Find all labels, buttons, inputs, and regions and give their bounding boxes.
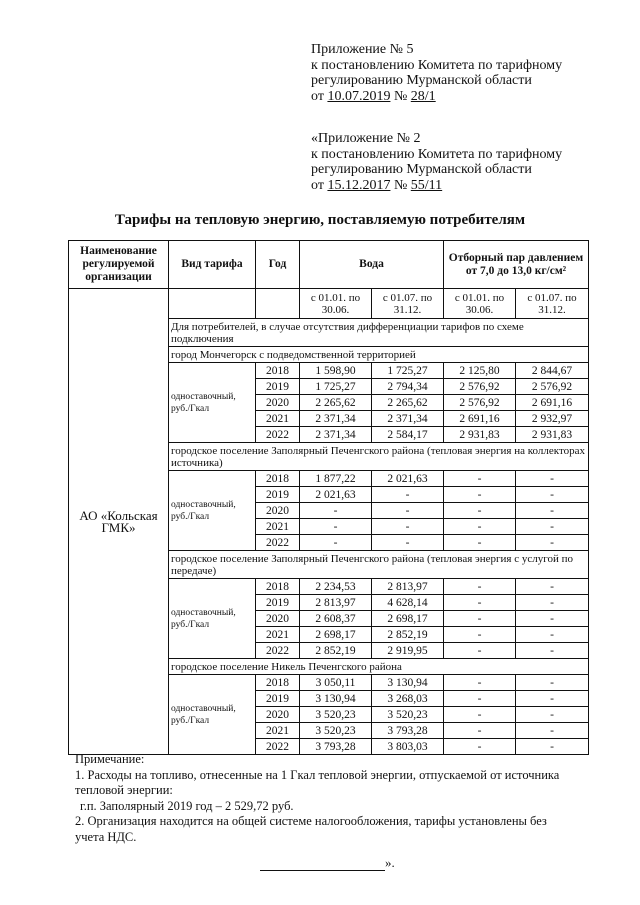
steam-h1-value: -	[444, 707, 516, 723]
water-h2-value: 2 794,34	[372, 379, 444, 395]
steam-h1-value: -	[444, 579, 516, 595]
period-header: с 01.01. по 30.06.	[300, 289, 372, 319]
steam-h2-value: 2 844,67	[516, 363, 589, 379]
water-h2-value: 2 371,34	[372, 411, 444, 427]
appendix-header-2	[311, 131, 562, 193]
water-h2-value: 2 698,17	[372, 611, 444, 627]
tariff-type-cell	[169, 363, 256, 443]
water-h1-value: 1 725,27	[300, 379, 372, 395]
steam-h2-value: -	[516, 723, 589, 739]
period-header: с 01.07. по 31.12.	[372, 289, 444, 319]
steam-h1-value: -	[444, 691, 516, 707]
water-h2-value: 4 628,14	[372, 595, 444, 611]
steam-h2-value: -	[516, 627, 589, 643]
section-header: город Мончегорск с подведомственной территорией	[169, 347, 589, 363]
steam-h2-value: -	[516, 691, 589, 707]
notes-title: Примечание:	[75, 752, 145, 766]
water-h1-value: 2 234,53	[300, 579, 372, 595]
steam-h2-value: 2 931,83	[516, 427, 589, 443]
year-cell: 2019	[256, 595, 300, 611]
organization-cell	[69, 289, 169, 755]
tariff-type: одноставочный, руб./Гкал	[171, 391, 236, 414]
header-line: к постановлению Комитета по тарифному	[311, 146, 563, 162]
water-h2-value: 3 130,94	[372, 675, 444, 691]
steam-h1-value: -	[444, 643, 516, 659]
header-number: 28/1	[410, 88, 436, 104]
date-prefix: от	[311, 88, 328, 104]
header-line: Приложение № 5	[311, 42, 414, 57]
tariff-type-cell	[169, 675, 256, 755]
steam-h1-value: -	[444, 535, 516, 551]
water-h2-value: 2 852,19	[372, 627, 444, 643]
header-date-line	[311, 178, 562, 194]
steam-h1-value: 2 125,80	[444, 363, 516, 379]
consumers-note: Для потребителей, в случае отсутствия дифференциации тарифов по схеме подключения	[169, 319, 589, 347]
period-header: с 01.07. по 31.12.	[516, 289, 589, 319]
col-header-year: Год	[256, 241, 300, 289]
water-h1-value: 2 371,34	[300, 411, 372, 427]
col-header-organization: Наименование регулируемой организации	[69, 241, 169, 289]
steam-label: Отборный пар давлением от 7,0 до 13,0 кг/см²	[448, 251, 584, 277]
tariff-type: одноставочный, руб./Гкал	[171, 703, 236, 726]
water-h2-value: 3 520,23	[372, 707, 444, 723]
year-cell: 2019	[256, 691, 300, 707]
steam-h2-value: -	[516, 471, 589, 487]
water-h2-value: 2 265,62	[372, 395, 444, 411]
year-cell: 2021	[256, 411, 300, 427]
year-cell: 2021	[256, 723, 300, 739]
section-header: городское поселение Никель Печенгского района	[169, 659, 589, 675]
water-h2-value: 2 813,97	[372, 579, 444, 595]
water-h1-value: -	[300, 503, 372, 519]
year-cell: 2022	[256, 427, 300, 443]
steam-h1-value: -	[444, 675, 516, 691]
organization-name: АО «Кольская ГМК»	[79, 507, 158, 535]
water-h1-value: -	[300, 519, 372, 535]
water-h1-value: 2 371,34	[300, 427, 372, 443]
steam-h1-value: -	[444, 471, 516, 487]
water-h1-value: 1 598,90	[300, 363, 372, 379]
year-cell: 2018	[256, 579, 300, 595]
water-h1-value: 3 130,94	[300, 691, 372, 707]
header-line: к постановлению Комитета по тарифному	[311, 57, 563, 73]
table-body	[69, 289, 589, 755]
empty-cell	[169, 289, 256, 319]
water-h2-value: -	[372, 535, 444, 551]
tariff-type: одноставочный, руб./Гкал	[171, 607, 236, 630]
year-cell: 2019	[256, 487, 300, 503]
col-header-steam	[444, 241, 589, 289]
period-header: с 01.01. по 30.06.	[444, 289, 516, 319]
water-h2-value: 2 919,95	[372, 643, 444, 659]
year-cell: 2018	[256, 471, 300, 487]
water-h1-value: 2 852,19	[300, 643, 372, 659]
empty-cell	[256, 289, 300, 319]
note-2: 2. Организация находится на общей системе налогообложения, тарифы установлены без учета НДС.	[75, 814, 547, 844]
section-header: городское поселение Заполярный Печенгского района (тепловая энергия с услугой по передаче)	[169, 551, 589, 579]
steam-h1-value: -	[444, 627, 516, 643]
water-h1-value: 3 050,11	[300, 675, 372, 691]
year-cell: 2021	[256, 519, 300, 535]
water-h1-value: 3 520,23	[300, 723, 372, 739]
water-h2-value: -	[372, 503, 444, 519]
water-h1-value: 1 877,22	[300, 471, 372, 487]
header-line: «Приложение № 2	[311, 131, 421, 146]
tariff-type: одноставочный, руб./Гкал	[171, 499, 236, 522]
page-title: Тарифы на тепловую энергию, поставляемую потребителям	[114, 212, 526, 228]
water-h2-value: 3 268,03	[372, 691, 444, 707]
water-h2-value: 2 584,17	[372, 427, 444, 443]
closing-quote: ».	[385, 855, 395, 870]
header-date: 10.07.2019	[327, 88, 391, 104]
tariff-type-cell	[169, 471, 256, 551]
tariff-type-cell	[169, 579, 256, 659]
steam-h1-value: -	[444, 739, 516, 755]
steam-h2-value: -	[516, 487, 589, 503]
year-cell: 2020	[256, 611, 300, 627]
appendix-header-5	[311, 42, 562, 104]
water-h1-value: 2 813,97	[300, 595, 372, 611]
steam-h2-value: -	[516, 503, 589, 519]
water-h1-value: 3 520,23	[300, 707, 372, 723]
header-date: 15.12.2017	[327, 177, 391, 193]
header-line: регулированию Мурманской области	[311, 73, 532, 88]
num-prefix: №	[390, 88, 411, 104]
signature-line	[260, 858, 385, 871]
header-date-line	[311, 89, 562, 105]
year-cell: 2020	[256, 707, 300, 723]
water-h1-value: 2 608,37	[300, 611, 372, 627]
steam-h1-value: -	[444, 487, 516, 503]
steam-h2-value: -	[516, 643, 589, 659]
steam-h2-value: -	[516, 675, 589, 691]
water-h2-value: 2 021,63	[372, 471, 444, 487]
water-h2-value: -	[372, 519, 444, 535]
col-header-tariff-type: Вид тарифа	[169, 241, 256, 289]
year-cell: 2021	[256, 627, 300, 643]
steam-h2-value: -	[516, 707, 589, 723]
year-cell: 2019	[256, 379, 300, 395]
year-cell: 2022	[256, 535, 300, 551]
water-h1-value: -	[300, 535, 372, 551]
water-h1-value: 2 021,63	[300, 487, 372, 503]
year-cell: 2018	[256, 675, 300, 691]
year-cell: 2020	[256, 503, 300, 519]
steam-h1-value: 2 576,92	[444, 379, 516, 395]
col-header-water: Вода	[300, 241, 444, 289]
steam-h2-value: -	[516, 579, 589, 595]
water-h1-value: 3 793,28	[300, 739, 372, 755]
steam-h2-value: 2 691,16	[516, 395, 589, 411]
year-cell: 2022	[256, 643, 300, 659]
water-h1-value: 2 698,17	[300, 627, 372, 643]
water-h2-value: -	[372, 487, 444, 503]
steam-h1-value: -	[444, 611, 516, 627]
steam-h1-value: -	[444, 595, 516, 611]
note-1: 1. Расходы на топливо, отнесенные на 1 Гкал тепловой энергии, отпускаемой от источника тепловой энергии:	[75, 767, 560, 797]
notes	[75, 752, 575, 845]
steam-h1-value: -	[444, 723, 516, 739]
steam-h1-value: 2 691,16	[444, 411, 516, 427]
steam-h2-value: -	[516, 535, 589, 551]
steam-h2-value: -	[516, 519, 589, 535]
steam-h2-value: 2 576,92	[516, 379, 589, 395]
steam-h1-value: -	[444, 519, 516, 535]
steam-h1-value: 2 576,92	[444, 395, 516, 411]
year-cell: 2020	[256, 395, 300, 411]
steam-h2-value: -	[516, 739, 589, 755]
header-line: регулированию Мурманской области	[311, 162, 532, 177]
water-h2-value: 1 725,27	[372, 363, 444, 379]
year-cell: 2018	[256, 363, 300, 379]
date-prefix: от	[311, 177, 328, 193]
year-cell: 2022	[256, 739, 300, 755]
steam-h1-value: -	[444, 503, 516, 519]
water-h2-value: 3 803,03	[372, 739, 444, 755]
water-h1-value: 2 265,62	[300, 395, 372, 411]
steam-h2-value: 2 932,97	[516, 411, 589, 427]
num-prefix: №	[390, 177, 411, 193]
steam-h2-value: -	[516, 611, 589, 627]
closing-line	[260, 855, 395, 871]
section-header: городское поселение Заполярный Печенгского района (тепловая энергия на коллекторах источника)	[169, 443, 589, 471]
note-1-detail: г.п. Заполярный 2019 год – 2 529,72 руб.	[80, 798, 294, 813]
water-h2-value: 3 793,28	[372, 723, 444, 739]
header-number: 55/11	[410, 177, 443, 193]
steam-h2-value: -	[516, 595, 589, 611]
tariff-table	[68, 240, 589, 755]
steam-h1-value: 2 931,83	[444, 427, 516, 443]
